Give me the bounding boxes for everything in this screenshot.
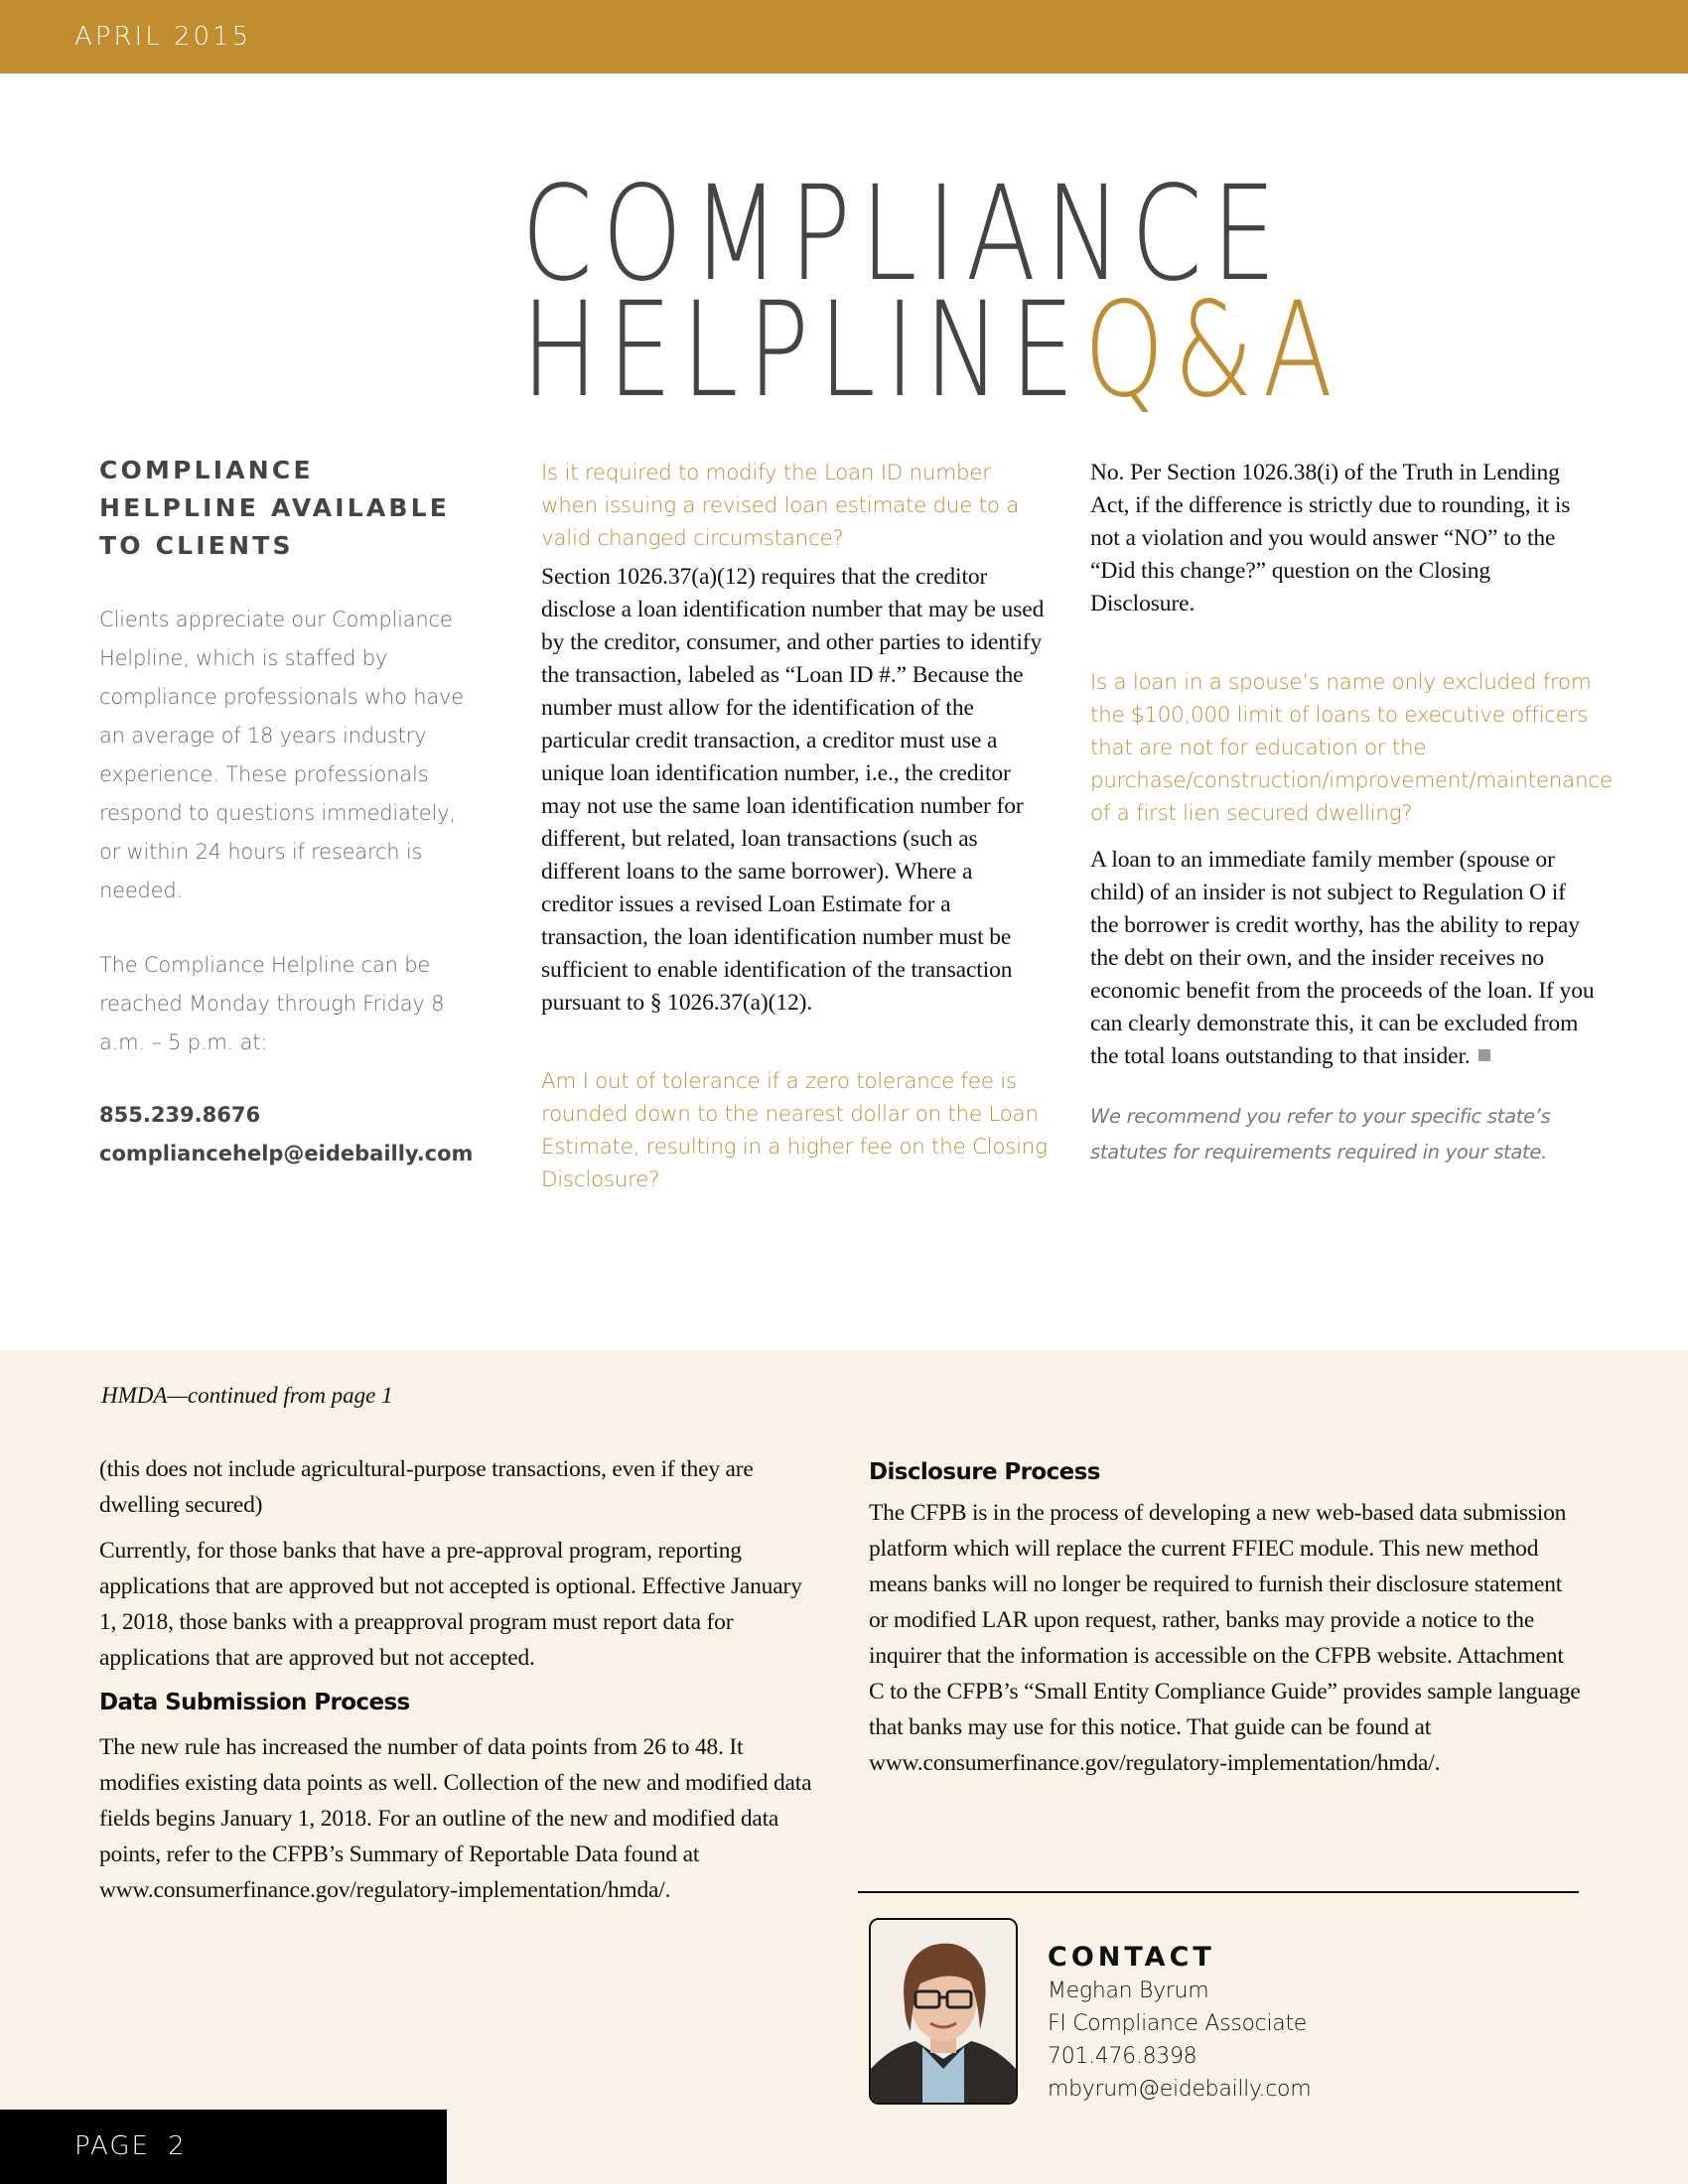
answer-3-text: A loan to an immediate family member (spouse or child) of an insider is not subject to Regulation O if the borrower is credit worthy, has the ability to repay the debt on their own, and the insider receives no economic benefit from the proceeds of the loan. If you can clearly demonstrate this, it can be excluded from the total loans outstanding to that insider. xyxy=(1090,847,1595,1069)
answer-1: Section 1026.37(a)(12) requires that the creditor disclose a loan identification number that may be used by the creditor, consumer, and other parties to identify the transaction, labeled as “Loan ID #.” Because the number must allow for the identification of the particular credit transaction, a creditor must use a unique loan identification number, i.e., the creditor may not use the same loan identification number for different, but related, loan transactions (such as different loans to the same borrower). Where a creditor issues a revised Loan Estimate for a transaction, the loan identification number must be sufficient to enable identification of the transaction pursuant to § 1026.37(a)(12). xyxy=(541,564,1045,1016)
sidebar-heading: COMPLIANCE HELPLINE AVAILABLE TO CLIENTS xyxy=(99,456,451,560)
question-1: Is it required to modify the Loan ID number when issuing a revised loan estimate due to a valid changed circumstance? xyxy=(541,461,1020,551)
qa-column-middle xyxy=(541,457,1048,1196)
state-statutes-note: We recommend you refer to your specific state’s statutes for requirements required in your state. xyxy=(1090,1105,1551,1163)
continued-label: HMDA—continued from page 1 xyxy=(101,1383,393,1408)
page-footer xyxy=(0,2110,447,2184)
page-number: PAGE 2 xyxy=(74,2131,187,2161)
hmda-p1: (this does not include agricultural-purpose transactions, even if they are dwelling secured) xyxy=(99,1456,754,1518)
qa-column-right xyxy=(1090,457,1613,1170)
title-helpline: HELPLINE xyxy=(521,274,1084,427)
contact-divider xyxy=(858,1891,1579,1893)
contact-name: Meghan Byrum xyxy=(1048,1979,1209,2003)
end-mark-icon xyxy=(1478,1049,1490,1061)
helpline-email-link[interactable]: compliancehelp@eidebailly.com xyxy=(99,1142,474,1165)
answer-3 xyxy=(1090,844,1597,1073)
contact-card xyxy=(1048,1941,1311,2106)
page-title xyxy=(521,158,1594,427)
contact-email-link[interactable]: mbyrum@eidebailly.com xyxy=(1048,2077,1312,2102)
title-line-1: COMPLIANCE xyxy=(521,158,1286,311)
hmda-p2: Currently, for those banks that have a pre-approval program, reporting applications that are approved but not accepted is optional. Effective January 1, 2018, those banks with a preapproval program must report data for applications that are approved but not accepted. xyxy=(99,1538,802,1671)
hmda-right-column xyxy=(869,1457,1584,1791)
helpline-sidebar xyxy=(99,452,477,1173)
hmda-left-column xyxy=(99,1451,814,1918)
question-2: Am I out of tolerance if a zero tolerance fee is rounded down to the nearest dollar on the Loan Estimate, resulting in a higher fee on the Closing Disclosure? xyxy=(541,1069,1048,1192)
issue-date: APRIL 2015 xyxy=(74,22,252,52)
sidebar-hours: The Compliance Helpline can be reached Monday through Friday 8 a.m. – 5 p.m. at: xyxy=(99,953,445,1054)
title-line-2 xyxy=(521,274,1357,427)
disclosure-p1: The CFPB is in the process of developing a new web-based data submission platform which will replace the current FFIEC module. This new method means banks will no longer be required to furnish their disclosure statement or modified LAR upon request, rather, banks may provide a notice to the inquirer that the information is accessible on the CFPB website. Attachment C to the CFPB’s “Small Entity Compliance Guide” provides sample language that banks may use for this notice. That guide can be found at www.consumerfinance.gov/regulatory-implementation/hmda/. xyxy=(869,1500,1581,1776)
answer-2: No. Per Section 1026.38(i) of the Truth in Lending Act, if the difference is strictly due to rounding, it is not a violation and you would answer “NO” to the “Did this change?” question on the Closing Disclosure. xyxy=(1090,460,1571,616)
helpline-phone[interactable]: 855.239.8676 xyxy=(99,1103,261,1127)
sidebar-contact xyxy=(99,1096,477,1173)
hmda-p3: The new rule has increased the number of data points from 26 to 48. It modifies existing data points as well. Collection of the new and modified data fields begins January 1, 2018. For an outline of the new and modified data points, refer to the CFPB’s Summary of Reportable Data found at www.consumerfinance.gov/regulatory-implementation/hmda/. xyxy=(99,1734,812,1903)
sidebar-intro: Clients appreciate our Compliance Helpline, which is staffed by compliance professionals who have an average of 18 years industry experience. These professionals respond to questions immediately, or within 24 hours if research is needed. xyxy=(99,608,464,902)
question-3: Is a loan in a spouse’s name only excluded from the $100,000 limit of loans to executive officers that are not for education or the purchase/construction/improvement/maintenance of a first lien secured dwelling? xyxy=(1090,670,1613,826)
data-submission-heading: Data Submission Process xyxy=(99,1690,410,1715)
person-portrait-icon xyxy=(871,1920,1016,2103)
contact-title: FI Compliance Associate xyxy=(1048,2011,1308,2036)
header-bar xyxy=(0,0,1688,73)
title-qa: Q&A xyxy=(1083,274,1342,427)
contact-photo xyxy=(869,1918,1018,2105)
contact-phone[interactable]: 701.476.8398 xyxy=(1048,2044,1197,2069)
contact-heading: CONTACT xyxy=(1048,1942,1215,1973)
disclosure-process-heading: Disclosure Process xyxy=(869,1459,1100,1485)
